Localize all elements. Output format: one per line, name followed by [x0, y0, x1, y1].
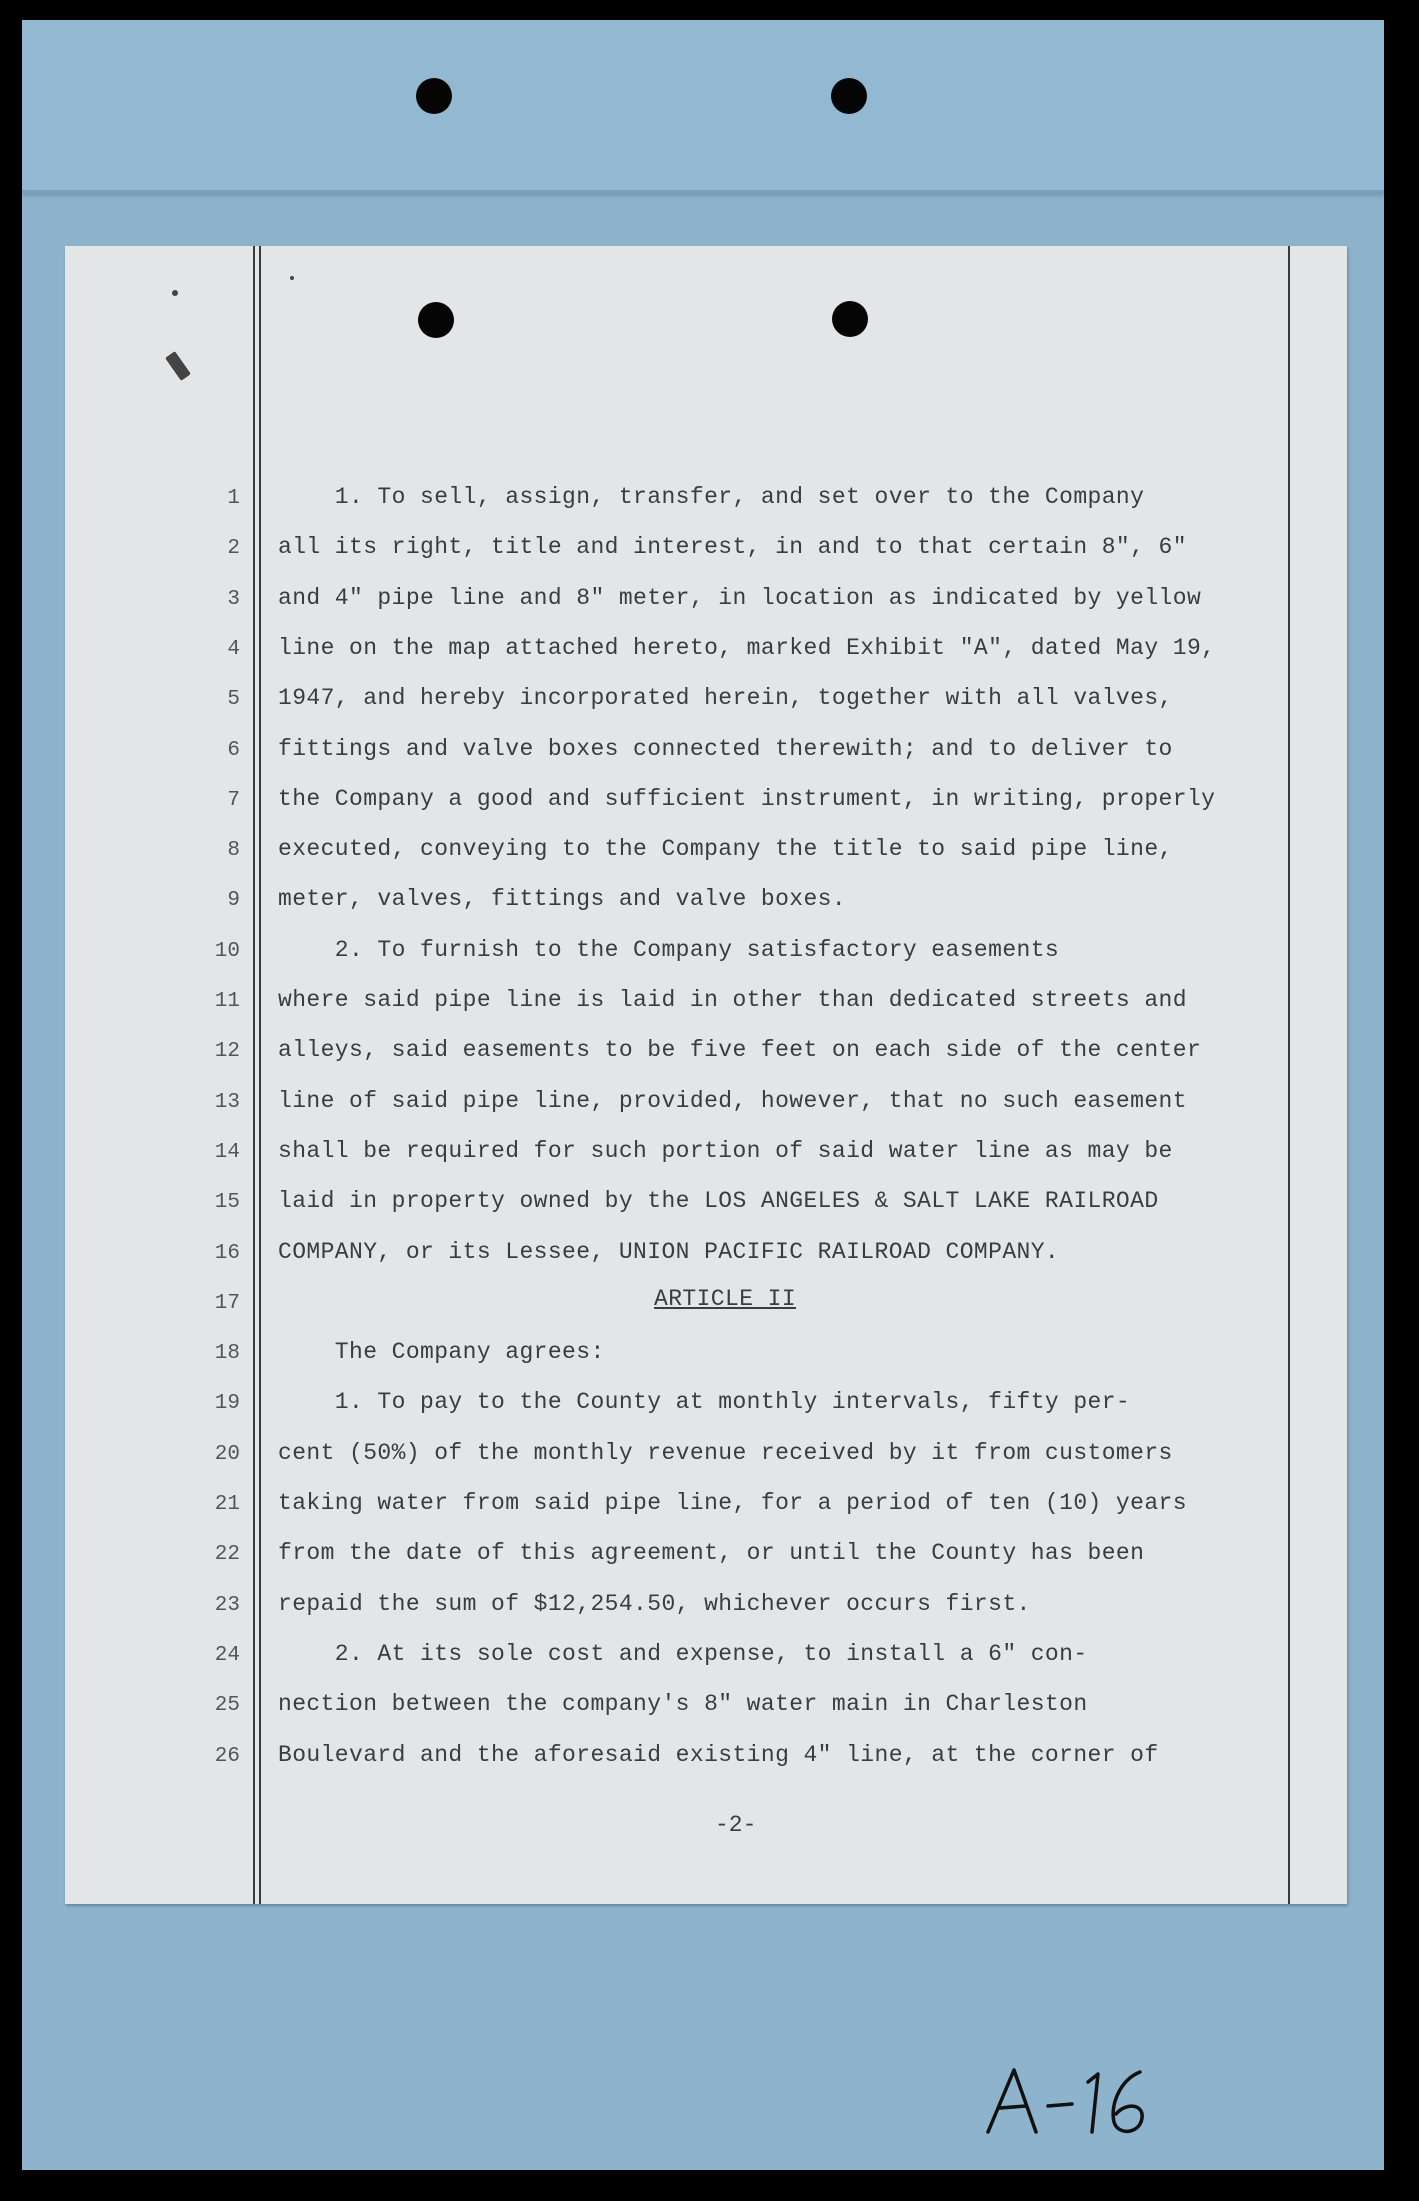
document-text-line: 1. To pay to the County at monthly intervals, fifty per-: [278, 1389, 1131, 1416]
line-number: 22: [214, 1543, 240, 1567]
document-text-line: 1947, and hereby incorporated herein, together with all valves,: [278, 685, 1173, 712]
document-text-line: line on the map attached hereto, marked Exhibit "A", dated May 19,: [278, 634, 1216, 661]
margin-rule-left-outer: [253, 246, 255, 1904]
document-text-line: COMPANY, or its Lessee, UNION PACIFIC RAILROAD COMPANY.: [278, 1238, 1060, 1265]
binder-hole-right-page: [832, 301, 868, 337]
document-text-line: The Company agrees:: [278, 1339, 605, 1366]
document-text-line: where said pipe line is laid in other than dedicated streets and: [278, 987, 1187, 1013]
line-number: 23: [214, 1593, 240, 1617]
line-number: 16: [214, 1241, 240, 1265]
line-number: 6: [227, 738, 240, 762]
document-text-line: taking water from said pipe line, for a period of ten (10) years: [278, 1490, 1187, 1516]
line-number: 12: [214, 1040, 240, 1064]
document-text-line: repaid the sum of $12,254.50, whichever occurs first.: [278, 1590, 1031, 1617]
document-text-line: nection between the company's 8" water main in Charleston: [278, 1691, 1088, 1718]
line-number: 10: [214, 939, 240, 963]
line-number: 17: [214, 1291, 240, 1315]
line-number: 18: [214, 1342, 240, 1366]
backing-top-flap: [22, 20, 1384, 193]
line-number: 1: [227, 487, 240, 510]
document-text-line: 2. To furnish to the Company satisfactory easements: [278, 936, 1060, 963]
line-number: 20: [214, 1442, 240, 1466]
line-number: 24: [214, 1643, 240, 1667]
margin-rule-left-inner: [259, 246, 261, 1904]
binder-hole-right-backer: [831, 78, 867, 114]
paper-speck: [172, 290, 178, 296]
document-text-line: 2. At its sole cost and expense, to install a 6" con-: [278, 1640, 1088, 1667]
binder-hole-left-backer: [416, 78, 452, 114]
line-number: 14: [214, 1140, 240, 1164]
line-number: 21: [214, 1493, 240, 1516]
line-number: 7: [227, 788, 240, 812]
line-number: 15: [214, 1191, 240, 1215]
line-number: 8: [227, 839, 240, 863]
document-text-line: from the date of this agreement, or until the County has been: [278, 1540, 1145, 1567]
article-heading: ARTICLE II: [654, 1286, 797, 1312]
line-number: 5: [227, 688, 240, 712]
paper-speck: [290, 276, 294, 280]
document-text-line: line of said pipe line, provided, however, that no such easement: [278, 1087, 1187, 1114]
line-number: 3: [227, 587, 240, 611]
page-number: -2-: [715, 1812, 757, 1838]
document-text-line: and 4" pipe line and 8" meter, in location as indicated by yellow: [278, 584, 1202, 611]
document-text-line: laid in property owned by the LOS ANGELES & SALT LAKE RAILROAD: [278, 1188, 1159, 1215]
line-number: 26: [214, 1744, 240, 1768]
line-number: 25: [214, 1694, 240, 1718]
handwritten-annotation: [980, 2060, 1150, 2140]
document-text-line: the Company a good and sufficient instrument, in writing, properly: [278, 785, 1216, 812]
line-number: 19: [214, 1392, 240, 1416]
document-text-line: 1. To sell, assign, transfer, and set over to the Company: [278, 484, 1145, 510]
document-text-line: all its right, title and interest, in and to that certain 8", 6": [278, 534, 1187, 561]
document-text-line: cent (50%) of the monthly revenue received by it from customers: [278, 1439, 1173, 1466]
line-number: 4: [227, 637, 240, 661]
line-number: 11: [214, 990, 240, 1013]
margin-rule-right: [1288, 246, 1290, 1904]
line-number: 13: [214, 1090, 240, 1114]
document-text-line: meter, valves, fittings and valve boxes.: [278, 886, 847, 913]
document-text-line: shall be required for such portion of said water line as may be: [278, 1137, 1173, 1164]
document-text-line: fittings and valve boxes connected therewith; and to deliver to: [278, 735, 1173, 762]
binder-hole-left-page: [418, 302, 454, 338]
document-text-line: executed, conveying to the Company the title to said pipe line,: [278, 836, 1173, 863]
document-text-line: alleys, said easements to be five feet on each side of the center: [278, 1037, 1202, 1064]
line-number: 2: [227, 537, 240, 561]
document-text-line: Boulevard and the aforesaid existing 4" line, at the corner of: [278, 1741, 1159, 1768]
line-number: 9: [227, 889, 240, 913]
